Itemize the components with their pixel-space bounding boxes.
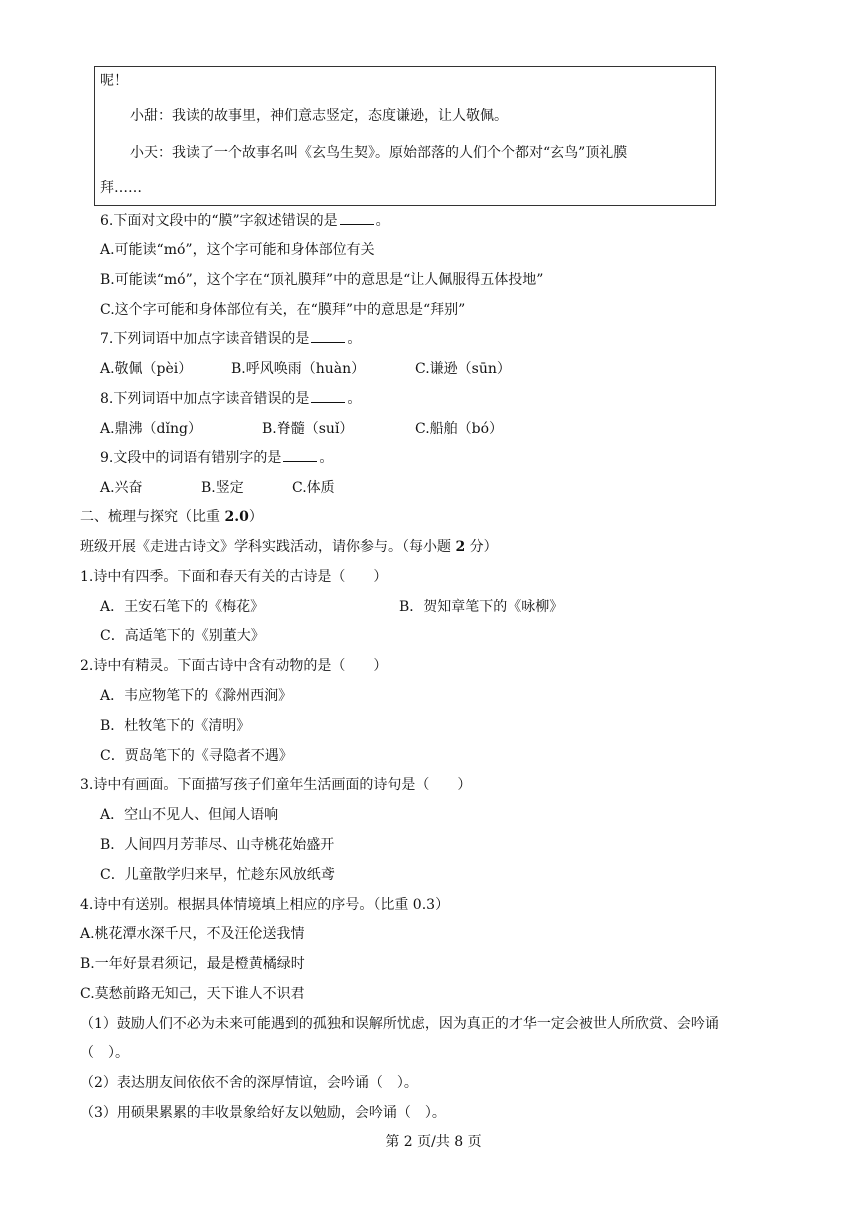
- answer-blank[interactable]: [311, 330, 345, 343]
- poem-question-4-part-2: （2）表达朋友间依依不舍的深厚情谊，会吟诵（ ）。: [80, 1075, 418, 1091]
- question-8-option-c: C.船舶（bó）: [415, 421, 504, 437]
- passage-line-3: 小天：我读了一个故事名叫《玄鸟生契》。原始部落的人们个个都对“玄鸟”顶礼膜: [130, 145, 628, 161]
- question-8-option-a: A.鼎沸（dǐng）: [100, 421, 202, 437]
- poem-question-4-part-1-answer[interactable]: （ ）。: [80, 1045, 129, 1061]
- poem-question-3-option-b: B．人间四月芳菲尽、山寺桃花始盛开: [100, 837, 335, 853]
- poem-question-2-option-b: B．杜牧笔下的《清明》: [100, 718, 251, 734]
- question-9-option-a: A.兴奋: [100, 480, 143, 496]
- poem-question-3-stem: 3.诗中有画面。下面描写孩子们童年生活画面的诗句是（ ）: [80, 777, 472, 793]
- poem-question-4-part-1: （1）鼓励人们不必为未来可能遇到的孤独和误解所忧虑，因为真正的才华一定会被世人所欣赏、会吟诵: [80, 1016, 719, 1032]
- poem-question-1-stem: 1.诗中有四季。下面和春天有关的古诗是（ ）: [80, 569, 388, 585]
- poem-question-4-option-b: B.一年好景君须记，最是橙黄橘绿时: [80, 956, 305, 972]
- passage-line-1: 呢！: [100, 73, 128, 89]
- poem-question-1-option-c: C．高适笔下的《别董大》: [100, 628, 265, 644]
- question-8-stem: 8.下列词语中加点字读音错误的是 。: [100, 391, 362, 407]
- poem-question-4-stem: 4.诗中有送别。根据具体情境填上相应的序号。（比重 0.3）: [80, 897, 450, 913]
- answer-blank[interactable]: [283, 449, 317, 462]
- poem-question-4-option-c: C.莫愁前路无知己，天下谁人不识君: [80, 986, 305, 1002]
- question-8-option-b: B.脊髓（suǐ）: [262, 421, 354, 437]
- question-6-option-a: A.可能读“mó”，这个字可能和身体部位有关: [100, 242, 375, 258]
- question-7-stem: 7.下列词语中加点字读音错误的是 。: [100, 331, 362, 347]
- poem-question-1-option-a: A．王安石笔下的《梅花》: [100, 599, 265, 615]
- poem-question-4-part-3: （3）用硕果累累的丰收景象给好友以勉励，会吟诵（ ）。: [80, 1105, 446, 1121]
- question-6-option-b: B.可能读“mó”，这个字在“顶礼膜拜”中的意思是“让人佩服得五体投地”: [100, 272, 544, 288]
- question-6-option-c: C.这个字可能和身体部位有关，在“膜拜”中的意思是“拜别”: [100, 302, 466, 318]
- answer-blank[interactable]: [340, 212, 374, 225]
- section-2-heading: 二、梳理与探究（比重 2.0）: [80, 509, 263, 525]
- poem-question-3-option-a: A．空山不见人、但闻人语响: [100, 807, 279, 823]
- poem-question-2-option-c: C．贾岛笔下的《寻隐者不遇》: [100, 748, 293, 764]
- passage-line-2: 小甜：我读的故事里，神们意志竖定，态度谦逊，让人敬佩。: [130, 108, 508, 124]
- question-6-stem: 6.下面对文段中的“膜”字叙述错误的是 。: [100, 213, 390, 229]
- question-9-stem: 9.文段中的词语有错别字的是 。: [100, 450, 334, 466]
- passage-box: [94, 66, 716, 206]
- question-9-option-b: B.竖定: [201, 480, 244, 496]
- poem-question-4-option-a: A.桃花潭水深千尺，不及汪伦送我情: [80, 926, 305, 942]
- poem-question-2-option-a: A．韦应物笔下的《滁州西涧》: [100, 688, 293, 704]
- answer-blank[interactable]: [311, 390, 345, 403]
- question-9-option-c: C.体质: [292, 480, 335, 496]
- passage-line-4: 拜……: [100, 180, 142, 196]
- page-footer: 第 2 页/共 8 页: [385, 1134, 482, 1150]
- poem-question-1-option-b: B．贺知章笔下的《咏柳》: [399, 599, 564, 615]
- section-2-intro: 班级开展《走进古诗文》学科实践活动，请你参与。（每小题 2 分）: [80, 539, 498, 555]
- question-7-option-b: B.呼风唤雨（huàn）: [231, 361, 366, 377]
- question-7-option-a: A.敬佩（pèi）: [100, 361, 193, 377]
- poem-question-3-option-c: C．儿童散学归来早，忙趁东风放纸鸢: [100, 867, 335, 883]
- poem-question-2-stem: 2.诗中有精灵。下面古诗中含有动物的是（ ）: [80, 658, 388, 674]
- question-7-option-c: C.谦逊（sūn）: [415, 361, 511, 377]
